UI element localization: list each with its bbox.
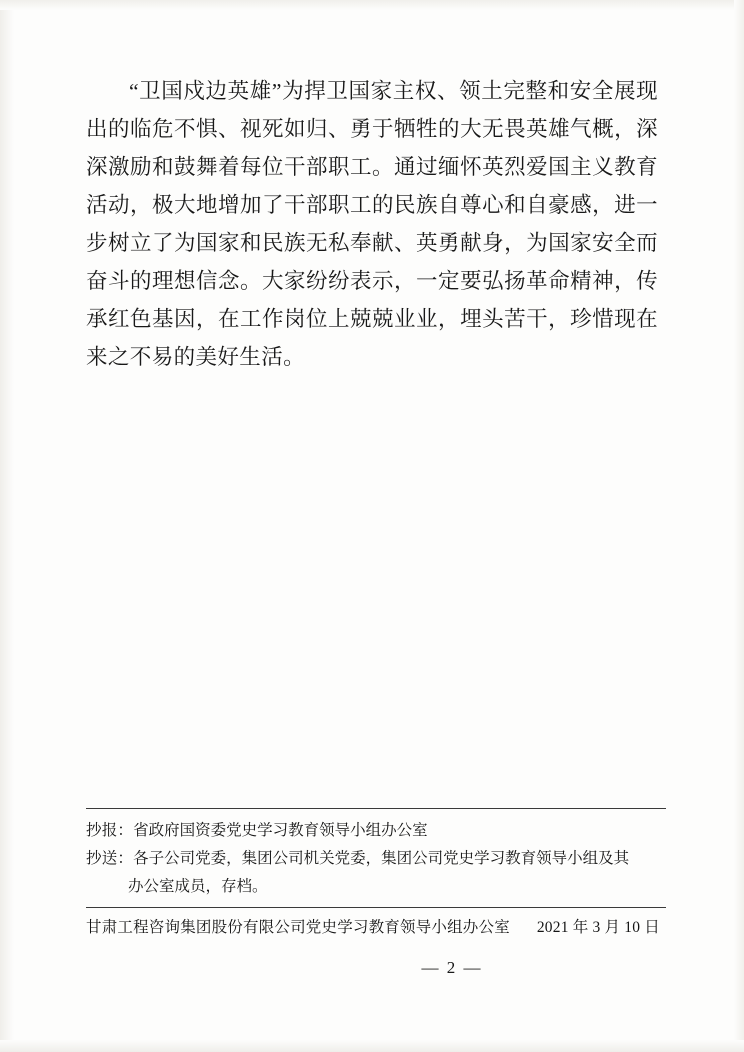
page-number: — 2 — [421,958,483,977]
cc-send-continuation: 办公室成员，存档。 [128,878,268,895]
scan-edge-right [734,0,744,1052]
document-footer [86,808,666,941]
issuer-name: 甘肃工程咨询集团股份有限公司党史学习教育领导小组办公室 [86,919,510,936]
body-text-block [86,72,658,376]
cc-report-line [86,817,666,845]
cc-send-label: 抄送： [86,850,134,867]
cc-send-line [86,845,666,873]
body-paragraph: “卫国戍边英雄”为捍卫国家主权、领土完整和安全展现出的临危不惧、视死如归、勇于牺牲的大无畏英雄气概，深深激励和鼓舞着每位干部职工。通过缅怀英烈爱国主义教育活动，极大地增加了干部职工的民族自尊心和自豪感，进一步树立了为国家和民族无私奉献、英勇献身，为国家安全而奋斗的理想信念。大家纷纷表示，一定要弘扬革命精神，传承红色基因，在工作岗位上兢兢业业，埋头苦干，珍惜现在来之不易的美好生活。 [86,79,658,369]
issue-date: 2021 年 3 月 10 日 [536,919,660,936]
cc-report-value: 省政府国资委党史学习教育领导小组办公室 [133,822,428,839]
scan-edge-bottom [0,1040,744,1052]
scan-edge-left [0,0,14,1052]
cc-send-value: 各子公司党委，集团公司机关党委，集团公司党史学习教育领导小组及其 [133,850,630,867]
scan-edge-top [0,0,744,10]
distribution-block [86,809,666,907]
cc-report-label: 抄报： [86,822,134,839]
issuer-row [86,908,666,941]
